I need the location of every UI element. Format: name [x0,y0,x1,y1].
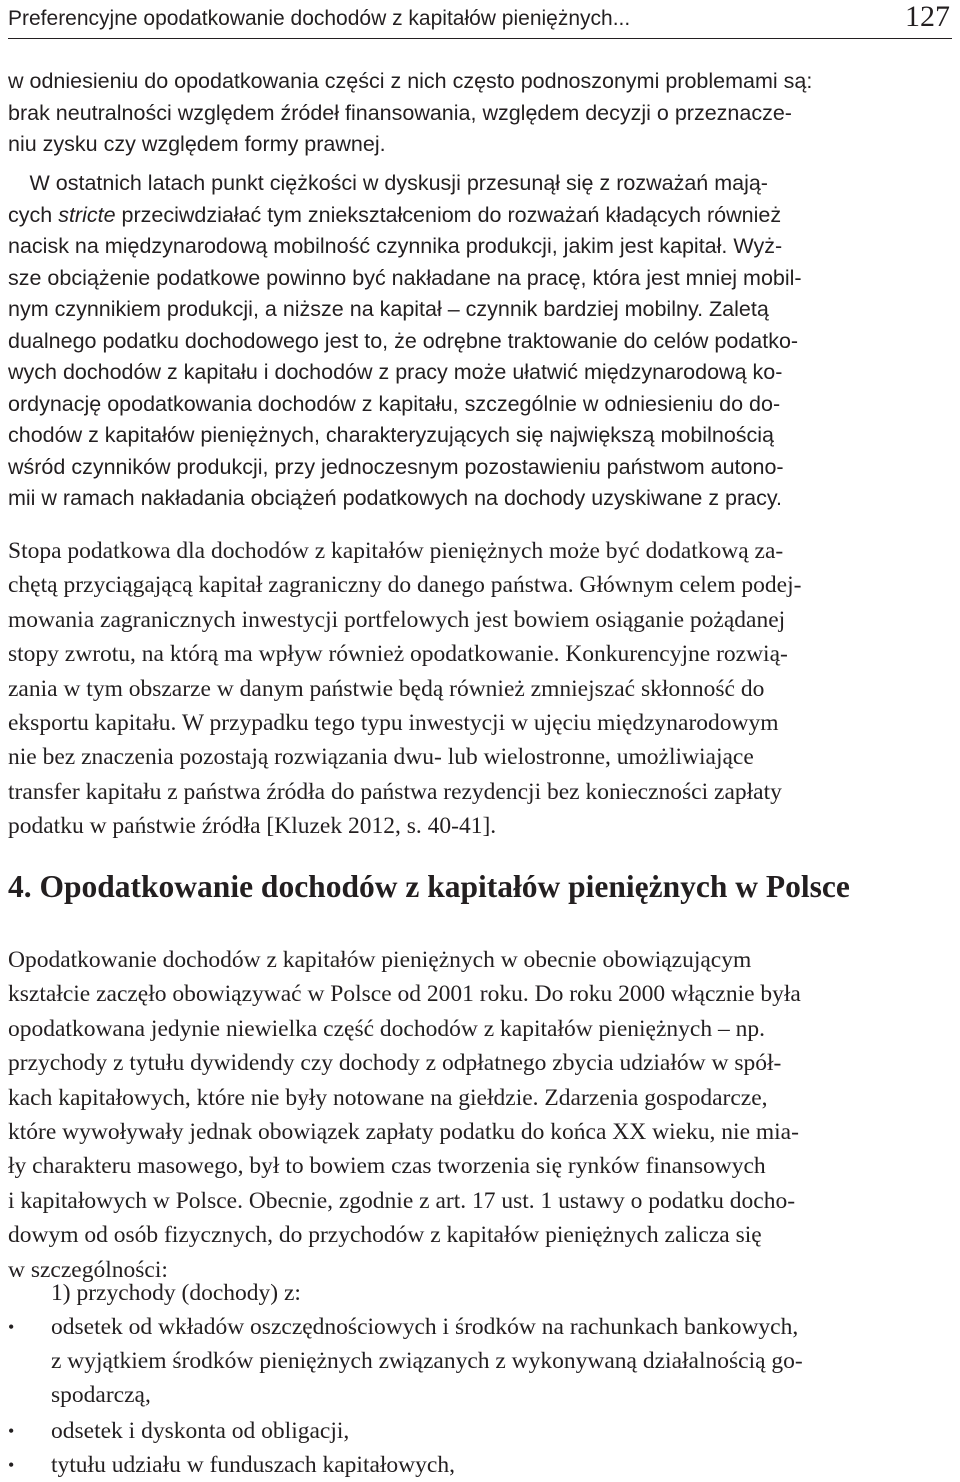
list-item [8,1310,952,1412]
bullet-icon: • [8,1421,15,1441]
list-item-text: odsetek i dyskonta od obligacji, [51,1418,350,1444]
list-item-text: odsetek od wkładów oszczędnościowych i środków na rachunkach bankowych, z wyjątkiem środków pieniężnych związanych z wykonywaną działalnością go- spodarczą, [51,1314,803,1408]
bullet-list [8,1310,952,1482]
running-header [8,0,952,39]
paragraph-2-italic: stricte [58,202,116,227]
paragraph-2-text-b: przeciwdziałać tym zniekształceniom do rozważań kładących również nacisk na międzynarodową mobilność czynnika produkcji, jakim jest kapitał. Wyż- sze obciążenie podatkowe powinno być nakładane na pracę, która jest mniej mobil- nym czynnikiem produkcji, a niższe na kapitał – czynnik bardziej mobilny. Zaletą dualnego podatku dochodowego jest to, że odrębne traktowanie do celów podatko- wych dochodów z kapitału i dochodów z pracy może ułatwić międzynarodową ko- ordynację opodatkowania dochodów z kapitału, szczególnie w odniesieniu do do- chodów z kapitałów pieniężnych, charakteryzujących się największą mobilnością wśród czynników produkcji, przy jednoczesnym pozostawieniu państwom autono- mii w ramach nakładania obciążeń podatkowych na dochody uzyskiwane z pracy. [8,202,802,510]
running-title: Preferencyjne opodatkowanie dochodów z kapitałów pieniężnych... [8,7,631,30]
section-heading: 4. Opodatkowanie dochodów z kapitałów pieniężnych w Polsce [8,869,850,904]
list-intro: 1) przychody (dochody) z: [51,1280,301,1306]
paragraph-2 [8,168,952,515]
page-number: 127 [905,0,950,33]
list-item [8,1414,952,1448]
list-item [8,1448,952,1482]
bullet-icon: • [8,1317,15,1337]
paragraph-1: w odniesieniu do opodatkowania części z nich często podnoszonymi problemami są: brak neutralności względem źródeł finansowania, względem decyzji o przeznacze- niu zysku czy względem formy prawnej. [8,69,813,156]
paragraph-4: Opodatkowanie dochodów z kapitałów pieniężnych w obecnie obowiązującym kształcie zaczęło obowiązywać w Polsce od 2001 roku. Do roku 2000 włącznie była opodatkowana jedynie niewielka część dochodów z kapitałów pieniężnych – np. przychody z tytułu dywidendy czy dochody z odpłatnego zbycia udziałów w spół- kach kapitałowych, które nie były notowane na giełdzie. Zdarzenia gospodarcze, które wywoływały jednak obowiązek zapłaty podatku do końca XX wieku, nie mia- ły charakteru masowego, był to bowiem czas tworzenia się rynków finansowych i kapitałowych w Polsce. Obecnie, zgodnie z art. 17 ust. 1 ustawy o podatku docho- dowym od osób fizycznych, do przychodów z kapitałów pieniężnych zalicza się w szczególności: [8,947,801,1283]
paragraph-3: Stopa podatkowa dla dochodów z kapitałów pieniężnych może być dodatkową za- chętą przyciągającą kapitał zagraniczny do danego państwa. Głównym celem podej- mowania zagranicznych inwestycji portfelowych jest bowiem osiąganie pożądanej stopy zwrotu, na którą ma wpływ również opodatkowanie. Konkurencyjne rozwią- zania w tym obszarze w danym państwie będą również zmniejszać skłonność do eksportu kapitału. W przypadku tego typu inwestycji w ujęciu międzynarodowym nie bez znaczenia pozostają rozwiązania dwu- lub wielostronne, umożliwiające transfer kapitału z państwa źródła do państwa rezydencji bez konieczności zapłaty podatku w państwie źródła [Kluzek 2012, s. 40-41]. [8,538,802,840]
list-item-text: tytułu udziału w funduszach kapitałowych, [51,1452,455,1478]
bullet-icon: • [8,1455,15,1475]
paragraph-2-text-a: W ostatnich latach punkt ciężkości w dyskusji przesunął się z rozważań mają- cych [8,171,768,227]
